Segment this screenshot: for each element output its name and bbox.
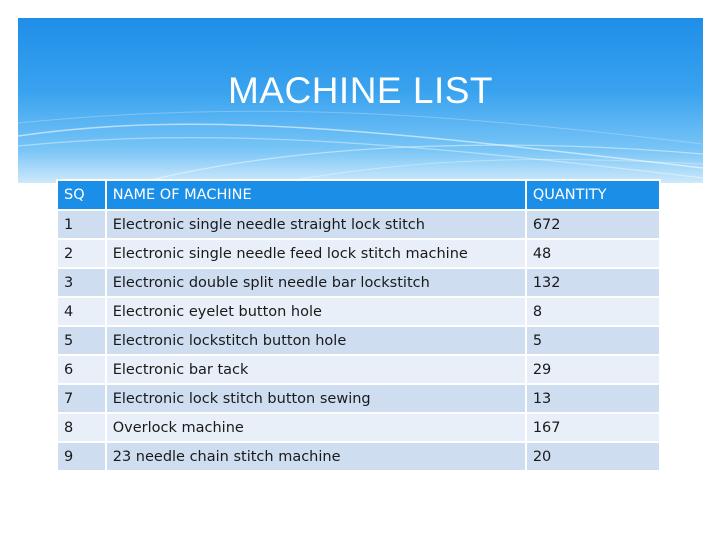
table-row — [57, 413, 660, 442]
table-row — [57, 384, 660, 413]
header-quantity: QUANTITY — [526, 180, 660, 210]
title-banner — [18, 18, 703, 183]
table-header-row — [57, 180, 660, 210]
cell-name: Electronic lock stitch button sewing — [106, 384, 526, 413]
cell-name: Electronic eyelet button hole — [106, 297, 526, 326]
cell-sq: 4 — [57, 297, 106, 326]
cell-name: Electronic bar tack — [106, 355, 526, 384]
machine-table — [56, 179, 661, 472]
table-row — [57, 297, 660, 326]
cell-sq: 5 — [57, 326, 106, 355]
cell-sq: 7 — [57, 384, 106, 413]
cell-sq: 2 — [57, 239, 106, 268]
cell-quantity: 13 — [526, 384, 660, 413]
cell-name: 23 needle chain stitch machine — [106, 442, 526, 471]
header-sq: SQ — [57, 180, 106, 210]
cell-sq: 8 — [57, 413, 106, 442]
cell-name: Overlock machine — [106, 413, 526, 442]
cell-quantity: 167 — [526, 413, 660, 442]
cell-quantity: 48 — [526, 239, 660, 268]
table-row — [57, 239, 660, 268]
cell-sq: 3 — [57, 268, 106, 297]
cell-quantity: 132 — [526, 268, 660, 297]
cell-sq: 1 — [57, 210, 106, 239]
cell-quantity: 8 — [526, 297, 660, 326]
table-row — [57, 268, 660, 297]
table-row — [57, 210, 660, 239]
cell-name: Electronic single needle feed lock stitch machine — [106, 239, 526, 268]
cell-sq: 9 — [57, 442, 106, 471]
cell-quantity: 5 — [526, 326, 660, 355]
cell-name: Electronic single needle straight lock stitch — [106, 210, 526, 239]
table-row — [57, 442, 660, 471]
header-name: NAME OF MACHINE — [106, 180, 526, 210]
page-title: MACHINE LIST — [227, 70, 494, 111]
table-row — [57, 355, 660, 384]
cell-name: Electronic double split needle bar lockstitch — [106, 268, 526, 297]
cell-quantity: 20 — [526, 442, 660, 471]
cell-quantity: 672 — [526, 210, 660, 239]
cell-sq: 6 — [57, 355, 106, 384]
cell-quantity: 29 — [526, 355, 660, 384]
cell-name: Electronic lockstitch button hole — [106, 326, 526, 355]
table-row — [57, 326, 660, 355]
